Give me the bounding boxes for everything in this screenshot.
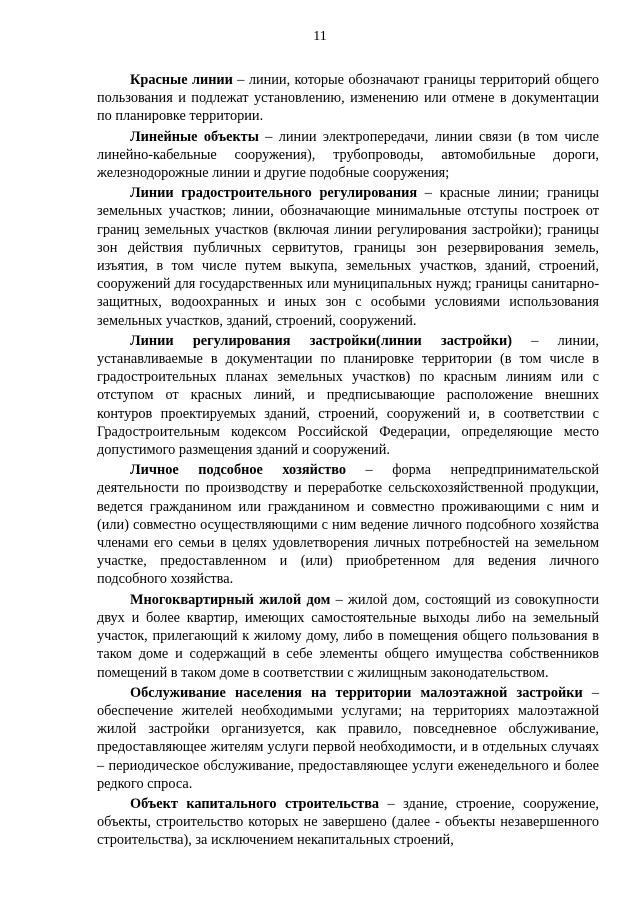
definition-term: Линии градостроительного регулирования — [130, 185, 418, 202]
definition-term: Личное подсобное хозяйство — [130, 462, 346, 479]
definition-term: Красные линии — [130, 72, 233, 88]
definition-paragraph — [97, 461, 599, 588]
definition-text: – красные линии; границы земельных участков; линии, обозначающие минимальные отступы построек от границ земельных участков (включая линии регулирования застройки); границы зон действия публичных сервитутов, границы зон резервирования земель, изъятия, в том числе путем выкупа, земельных участков, зданий, строений, сооружений для государственных или муниципальных нужд; границы санитарно-защитных, водоохранных и иных зон с особыми условиями использования земельных участков, зданий, строений, сооружений. — [97, 185, 599, 329]
definition-paragraph — [97, 684, 599, 793]
definition-text: – здание, строение, сооружение, объекты, строительство которых не завершено (далее - объекты незавершенного строительства), за исключением некапитальных строений, — [97, 795, 599, 849]
definition-text: – линии электропередачи, линии связи (в том числе линейно-кабельные сооружения), трубопроводы, автомобильные дороги, железнодорожные линии и другие подобные сооружения; — [97, 128, 599, 182]
definition-text: – обеспечение жителей необходимыми услугами; на территориях малоэтажной жилой застройки организуется, как правило, повседневное обслуживание, предоставляющее жителям услуги первой необходимости, и в отдельных случаях – периодическое обслуживание, предоставляющее услуги еженедельного и более редкого спроса. — [97, 684, 599, 792]
definition-text: – форма непредпринимательской деятельности по производству и переработке сельскохозяйственной продукции, ведется гражданином или гражданином и совместно проживающими с ним и (или) совместно осуществляющими с ним ведение личного подсобного хозяйства членами его семьи в целях удовлетворения личных потребностей на земельном участке, предоставленном и (или) приобретенном для ведения личного подсобного хозяйства. — [97, 462, 599, 588]
definition-paragraph — [97, 184, 599, 330]
definition-text: – линии, устанавливаемые в документации по планировке территории (в том числе в градостроительных планах земельных участков) по красным линиям или с отступом от красных линий, и предписывающие расположение внешних контуров проектируемых зданий, строений, сооружений и, в соответствии с Градостроительным кодексом Российской Федерации, определяющие место допустимого размещения зданий и сооружений. — [97, 332, 599, 459]
page-number: 11 — [313, 29, 327, 44]
definition-term: Обслуживание населения на территории малоэтажной застройки — [130, 684, 583, 701]
definition-paragraph — [97, 591, 599, 682]
definitions-body — [97, 71, 599, 852]
definition-paragraph — [97, 128, 599, 183]
definition-paragraph — [97, 795, 599, 850]
definition-term: Объект капитального строительства — [130, 795, 380, 812]
definition-text: – жилой дом, состоящий из совокупности двух и более квартир, имеющих самостоятельные выходы либо на земельный участок, прилегающий к жилому дому, либо в помещения общего пользования в таком доме и содержащий в себе элементы общего имущества собственников помещений в таком доме в соответствии с жилищным законодательством. — [97, 591, 600, 681]
definition-paragraph — [97, 71, 599, 126]
definition-text: – линии, которые обозначают границы территорий общего пользования и подлежат установлению, изменению или отмене в документации по планировке территории. — [97, 72, 600, 125]
definition-term: Линии регулирования застройки(линии застройки) — [130, 332, 513, 349]
definition-paragraph — [97, 332, 599, 459]
definition-term: Линейные объекты — [130, 128, 259, 145]
definition-term: Многоквартирный жилой дом — [130, 591, 331, 608]
